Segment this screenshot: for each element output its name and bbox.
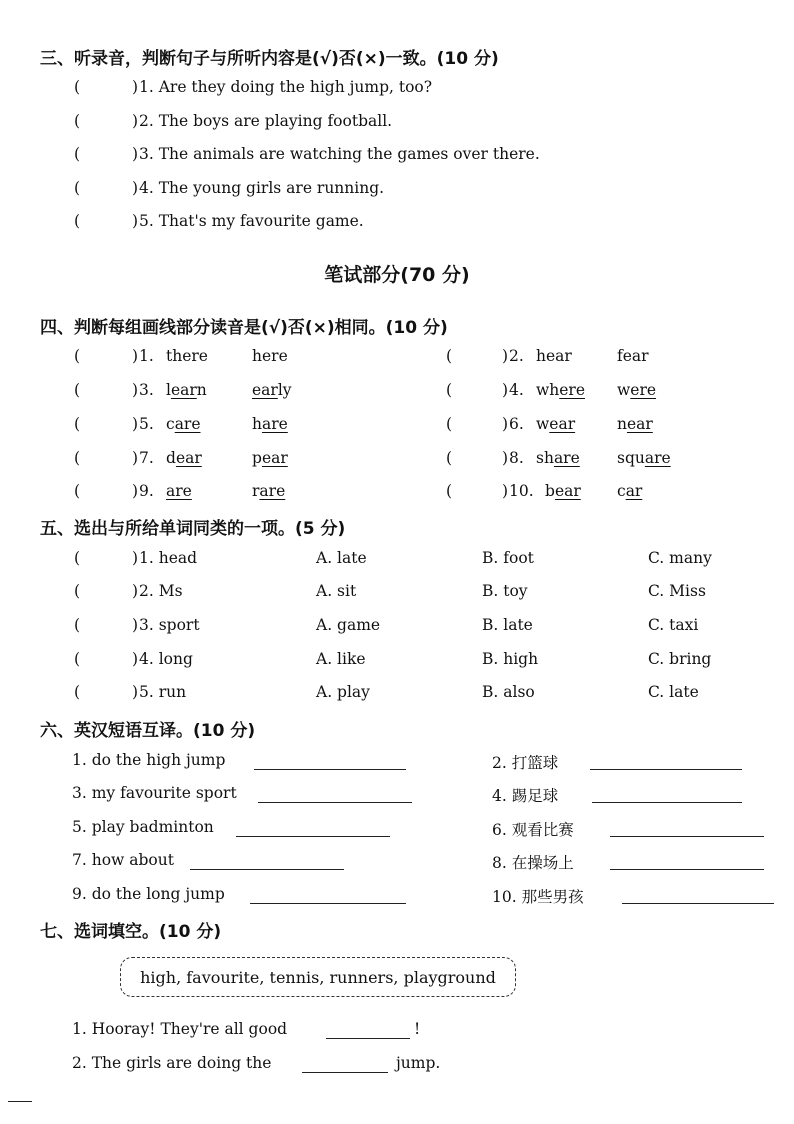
answer-paren-close: ) xyxy=(132,347,139,365)
answer-paren-open[interactable]: ( xyxy=(74,347,81,365)
word-part: c xyxy=(166,415,175,433)
choice-item xyxy=(0,650,794,680)
answer-blank[interactable] xyxy=(610,853,764,870)
answer-blank[interactable] xyxy=(592,786,742,803)
underlined-part: are xyxy=(174,415,201,433)
answer-paren-open[interactable]: ( xyxy=(446,347,453,365)
word-part: d xyxy=(166,449,176,467)
phonics-word-a xyxy=(536,415,575,433)
option-a[interactable]: A. late xyxy=(316,549,367,567)
underlined-part: ear xyxy=(261,449,288,467)
answer-paren-open[interactable]: ( xyxy=(74,616,81,634)
translate-row xyxy=(0,751,794,781)
choice-item xyxy=(0,683,794,713)
answer-paren-open[interactable]: ( xyxy=(74,415,81,433)
word-part: n xyxy=(617,415,627,433)
option-a[interactable]: A. game xyxy=(316,616,381,634)
phrase-zh: 4. 踢足球 xyxy=(492,787,559,805)
sentence-2-text: 2. The girls are doing the xyxy=(72,1054,272,1072)
sentence-1-blank[interactable] xyxy=(326,1022,410,1039)
answer-paren-close: ) xyxy=(132,482,139,500)
word-bank-box xyxy=(120,957,516,997)
phrase-zh: 6. 观看比赛 xyxy=(492,821,574,839)
phrase-en: 1. do the high jump xyxy=(72,751,226,769)
phonics-word-b xyxy=(617,449,671,467)
answer-paren-open[interactable]: ( xyxy=(74,179,81,197)
listen-item xyxy=(0,78,794,108)
section-3-title: 三、听录音，判断句子与所听内容是(√)否(×)一致。(10 分) xyxy=(40,49,499,69)
phonics-item xyxy=(0,415,794,445)
word-part: r xyxy=(252,482,260,500)
phrase-en: 7. how about xyxy=(72,851,174,869)
choice-question: 1. head xyxy=(139,549,198,567)
word-text: there xyxy=(166,347,208,365)
word-text: hear xyxy=(536,347,572,365)
phonics-word-a xyxy=(536,449,580,467)
answer-paren-close: ) xyxy=(132,683,139,701)
option-c[interactable]: C. taxi xyxy=(648,616,699,634)
phonics-num: 4. xyxy=(509,381,524,399)
phonics-word-b xyxy=(617,347,649,365)
phonics-num: 7. xyxy=(139,449,154,467)
answer-paren-close: ) xyxy=(132,212,139,230)
translate-row xyxy=(0,885,794,915)
answer-paren-close: ) xyxy=(132,179,139,197)
underlined-part: are xyxy=(166,482,192,500)
sentence-1-end: ! xyxy=(414,1020,421,1038)
option-a[interactable]: A. sit xyxy=(316,582,357,600)
answer-paren-open[interactable]: ( xyxy=(74,482,81,500)
sentence-2-end: jump. xyxy=(396,1054,441,1072)
answer-blank[interactable] xyxy=(190,853,344,870)
word-part: p xyxy=(252,449,262,467)
underlined-part: ear xyxy=(549,415,576,433)
choice-question: 5. run xyxy=(139,683,187,701)
choice-item xyxy=(0,616,794,646)
listen-item-text: 1. Are they doing the high jump, too? xyxy=(139,78,433,96)
translate-row xyxy=(0,851,794,881)
phonics-num: 5. xyxy=(139,415,154,433)
answer-paren-close: ) xyxy=(502,449,509,467)
answer-paren-open[interactable]: ( xyxy=(74,212,81,230)
listen-item xyxy=(0,112,794,142)
option-c[interactable]: C. late xyxy=(648,683,699,701)
word-part: l xyxy=(166,381,171,399)
phrase-zh: 10. 那些男孩 xyxy=(492,888,584,906)
underlined-part: are xyxy=(259,482,286,500)
choice-item xyxy=(0,582,794,612)
phonics-word-b xyxy=(617,415,653,433)
phonics-item xyxy=(0,482,794,512)
answer-paren-close: ) xyxy=(132,449,139,467)
word-text: here xyxy=(252,347,288,365)
phrase-en: 9. do the long jump xyxy=(72,885,225,903)
answer-blank[interactable] xyxy=(610,820,764,837)
choice-question: 2. Ms xyxy=(139,582,183,600)
option-b[interactable]: B. foot xyxy=(482,549,534,567)
underlined-part: are xyxy=(644,449,671,467)
answer-paren-close: ) xyxy=(132,381,139,399)
underlined-part: ear xyxy=(554,482,581,500)
phonics-item xyxy=(0,347,794,377)
answer-paren-open[interactable]: ( xyxy=(446,449,453,467)
listen-item xyxy=(0,179,794,209)
phonics-item xyxy=(0,449,794,479)
section-4-title: 四、判断每组画线部分读音是(√)否(×)相同。(10 分) xyxy=(40,318,448,338)
answer-paren-open[interactable]: ( xyxy=(74,650,81,668)
phrase-en: 5. play badminton xyxy=(72,818,214,836)
answer-paren-open[interactable]: ( xyxy=(446,482,453,500)
answer-paren-open[interactable]: ( xyxy=(74,112,81,130)
answer-paren-open[interactable]: ( xyxy=(74,683,81,701)
sentence-2-blank[interactable] xyxy=(302,1056,388,1073)
phonics-num: 1. xyxy=(139,347,154,365)
choice-question: 3. sport xyxy=(139,616,200,634)
option-c[interactable]: C. bring xyxy=(648,650,712,668)
phrase-zh: 8. 在操场上 xyxy=(492,854,574,872)
option-a[interactable]: A. play xyxy=(316,683,370,701)
answer-paren-close: ) xyxy=(132,112,139,130)
answer-blank[interactable] xyxy=(622,887,774,904)
phonics-word-b xyxy=(617,482,642,500)
option-b[interactable]: B. late xyxy=(482,616,533,634)
choice-question: 4. long xyxy=(139,650,193,668)
answer-paren-close: ) xyxy=(502,347,509,365)
underlined-part: ear xyxy=(252,381,278,399)
word-part: b xyxy=(545,482,555,500)
option-a[interactable]: A. like xyxy=(316,650,366,668)
answer-paren-open[interactable]: ( xyxy=(74,549,81,567)
underlined-part: ar xyxy=(625,482,643,500)
word-part: sh xyxy=(536,449,554,467)
word-part: h xyxy=(252,415,262,433)
word-text: fear xyxy=(617,347,649,365)
word-part: w xyxy=(617,381,631,399)
answer-paren-close: ) xyxy=(132,145,139,163)
phrase-zh: 2. 打篮球 xyxy=(492,754,559,772)
answer-paren-open[interactable]: ( xyxy=(74,145,81,163)
underlined-part: ear xyxy=(175,449,202,467)
answer-paren-close: ) xyxy=(132,549,139,567)
underlined-part: are xyxy=(261,415,288,433)
section-5-title: 五、选出与所给单词同类的一项。(5 分) xyxy=(40,519,346,539)
answer-blank[interactable] xyxy=(236,820,390,837)
word-part: c xyxy=(617,482,626,500)
choice-item xyxy=(0,549,794,579)
answer-paren-close: ) xyxy=(132,78,139,96)
answer-paren-close: ) xyxy=(502,381,509,399)
word-part: ly xyxy=(277,381,292,399)
listen-item-text: 4. The young girls are running. xyxy=(139,179,385,197)
answer-paren-close: ) xyxy=(132,582,139,600)
answer-paren-open[interactable]: ( xyxy=(74,381,81,399)
option-c[interactable]: C. Miss xyxy=(648,582,706,600)
word-part: n xyxy=(196,381,207,399)
answer-paren-open[interactable]: ( xyxy=(74,449,81,467)
phonics-item xyxy=(0,381,794,411)
phonics-num: 6. xyxy=(509,415,524,433)
option-b[interactable]: B. high xyxy=(482,650,539,668)
listen-item-text: 3. The animals are watching the games over there. xyxy=(139,145,540,163)
phonics-word-b xyxy=(617,381,656,399)
answer-blank[interactable] xyxy=(250,887,406,904)
listen-item xyxy=(0,212,794,242)
option-c[interactable]: C. many xyxy=(648,549,712,567)
answer-paren-open[interactable]: ( xyxy=(446,415,453,433)
word-part: wh xyxy=(536,381,560,399)
section-6-title: 六、英汉短语互译。(10 分) xyxy=(40,721,256,741)
phonics-word-a xyxy=(545,482,581,500)
underlined-part: are xyxy=(553,449,580,467)
answer-paren-open[interactable]: ( xyxy=(74,78,81,96)
answer-paren-open[interactable]: ( xyxy=(74,582,81,600)
phonics-num: 9. xyxy=(139,482,154,500)
word-part: w xyxy=(536,415,550,433)
word-part: squ xyxy=(617,449,645,467)
underlined-part: ere xyxy=(559,381,586,399)
translate-row xyxy=(0,784,794,814)
answer-paren-close: ) xyxy=(132,415,139,433)
section-7-title: 七、选词填空。(10 分) xyxy=(40,922,222,942)
underlined-part: ere xyxy=(630,381,657,399)
phonics-word-a xyxy=(536,381,585,399)
answer-blank[interactable] xyxy=(258,786,412,803)
phonics-num: 3. xyxy=(139,381,154,399)
phonics-num: 10. xyxy=(509,482,534,500)
phrase-en: 3. my favourite sport xyxy=(72,784,237,802)
answer-blank[interactable] xyxy=(254,753,406,770)
translate-row xyxy=(0,818,794,848)
underlined-part: ear xyxy=(170,381,197,399)
phonics-num: 2. xyxy=(509,347,524,365)
option-b[interactable]: B. toy xyxy=(482,582,528,600)
phonics-num: 8. xyxy=(509,449,524,467)
answer-paren-close: ) xyxy=(132,650,139,668)
footer-divider xyxy=(8,1101,32,1102)
listen-item-text: 2. The boys are playing football. xyxy=(139,112,393,130)
answer-paren-close: ) xyxy=(132,616,139,634)
fill-sentence-2 xyxy=(0,1054,794,1084)
listen-item-text: 5. That's my favourite game. xyxy=(139,212,364,230)
underlined-part: ear xyxy=(626,415,653,433)
fill-sentence-1 xyxy=(0,1020,794,1050)
answer-paren-close: ) xyxy=(502,482,509,500)
option-b[interactable]: B. also xyxy=(482,683,535,701)
sentence-1-text: 1. Hooray! They're all good xyxy=(72,1020,288,1038)
phonics-word-a xyxy=(536,347,572,365)
answer-paren-open[interactable]: ( xyxy=(446,381,453,399)
listen-item xyxy=(0,145,794,175)
written-part-title: 笔试部分(70 分) xyxy=(324,264,470,286)
answer-paren-close: ) xyxy=(502,415,509,433)
word-bank: high, favourite, tennis, runners, playground xyxy=(140,967,496,987)
answer-blank[interactable] xyxy=(590,753,742,770)
